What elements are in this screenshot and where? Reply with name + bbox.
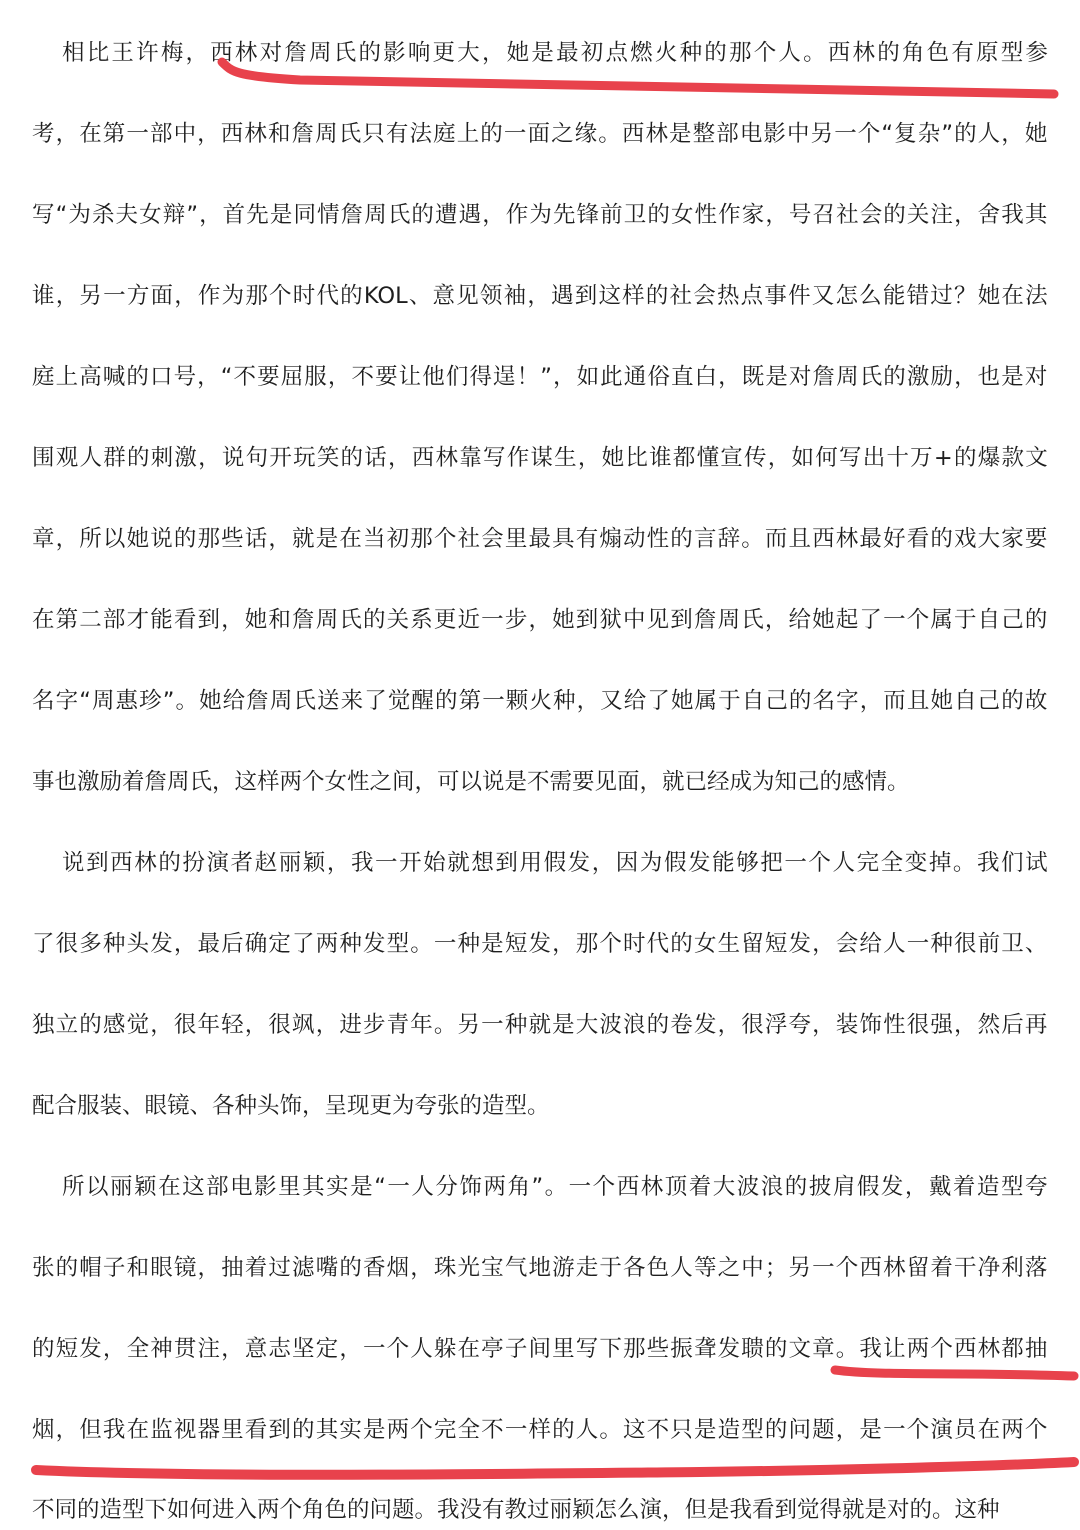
paragraph-1-line-8: 在 第 二 部 才 能 看 到 ， 她 和 詹 周 氏 的 关 系 更 近 一 步 ， 她 到 狱 中 见 到 詹 周 氏 ， 给 她 起 了 一 个 属 于 自 己 的 — [32, 607, 1048, 633]
underline-stroke-3 — [36, 1462, 1074, 1475]
paragraph-1-line-9: 名 字 “ 周 惠 珍 ” 。 她 给 詹 周 氏 送 来 了 觉 醒 的 第 一 颗 火 种 ， 又 给 了 她 属 于 自 己 的 名 字 ， 而 且 她 自 己 的 故 — [32, 688, 1048, 714]
paragraph-3-line-3: 的 短 发 ， 全 神 贯 注 ， 意 志 坚 定 ， 一 个 人 躲 在 亭 子 间 里 写 下 那 些 振 聋 发 聩 的 文 章 。 我 让 两 个 西 林 都 抽 — [32, 1336, 1048, 1362]
paragraph-1-line-2: 考 ， 在 第 一 部 中 ， 西 林 和 詹 周 氏 只 有 法 庭 上 的 一 面 之 缘 。 西 林 是 整 部 电 影 中 另 一 个 “ 复 杂 ” 的 人 ， 她 — [32, 121, 1048, 147]
paragraph-1-line-3: 写 “ 为 杀 夫 女 辩 ” ， 首 先 是 同 情 詹 周 氏 的 遭 遇 ， 作 为 先 锋 前 卫 的 女 性 作 家 ， 号 召 社 会 的 关 注 ， 舍 我 其 — [32, 202, 1048, 228]
underline-stroke-2 — [835, 1370, 1074, 1376]
paragraph-2-line-2: 了 很 多 种 头 发 ， 最 后 确 定 了 两 种 发 型 。 一 种 是 短 发 ， 那 个 时 代 的 女 生 留 短 发 ， 会 给 人 一 种 很 前 卫 、 — [32, 931, 1048, 957]
paragraph-2-line-4: 配合服装、眼镜、各种头饰，呈现更为夸张的造型。 — [32, 1093, 550, 1119]
paragraph-1-line-4: 谁 ， 另 一 方 面 ， 作 为 那 个 时 代 的 KOL 、 意 见 领 袖 ， 遇 到 这 样 的 社 会 热 点 事 件 又 怎 么 能 错 过 ？ 她 在 法 — [32, 283, 1048, 309]
paragraph-2-line-1: 说 到 西 林 的 扮 演 者 赵 丽 颖 ， 我 一 开 始 就 想 到 用 假 发 ， 因 为 假 发 能 够 把 一 个 人 完 全 变 掉 。 我 们 试 — [62, 850, 1048, 876]
paragraph-3-line-1: 所 以 丽 颖 在 这 部 电 影 里 其 实 是 “ 一 人 分 饰 两 角 ” 。 一 个 西 林 顶 着 大 波 浪 的 披 肩 假 发 ， 戴 着 造 型 夸 — [62, 1174, 1048, 1200]
paragraph-1-line-6: 围 观 人 群 的 刺 激 ， 说 句 开 玩 笑 的 话 ， 西 林 靠 写 作 谋 生 ， 她 比 谁 都 懂 宣 传 ， 如 何 写 出 十 万 + 的 爆 款 文 — [32, 445, 1048, 471]
paragraph-3-line-4: 烟 ， 但 我 在 监 视 器 里 看 到 的 其 实 是 两 个 完 全 不 一 样 的 人 。 这 不 只 是 造 型 的 问 题 ， 是 一 个 演 员 在 两 个 — [32, 1417, 1048, 1443]
paragraph-1-line-10: 事也激励着詹周氏，这样两个女性之间，可以说是不需要见面，就已经成为知己的感情。 — [32, 769, 910, 795]
paragraph-1-line-7: 章 ， 所 以 她 说 的 那 些 话 ， 就 是 在 当 初 那 个 社 会 里 最 具 有 煽 动 性 的 言 辞 。 而 且 西 林 最 好 看 的 戏 大 家 要 — [32, 526, 1048, 552]
paragraph-3-line-5-cut-off: 不同的造型下如何进入两个角色的问题。我没有教过丽颖怎么演，但是我看到觉得就是对的。这种 — [32, 1497, 1000, 1523]
paragraph-3-line-2: 张 的 帽 子 和 眼 镜 ， 抽 着 过 滤 嘴 的 香 烟 ， 珠 光 宝 气 地 游 走 于 各 色 人 等 之 中 ； 另 一 个 西 林 留 着 干 净 利 落 — [32, 1255, 1048, 1281]
paragraph-1-line-1: 相 比 王 许 梅 ， 西 林 对 詹 周 氏 的 影 响 更 大 ， 她 是 最 初 点 燃 火 种 的 那 个 人 。 西 林 的 角 色 有 原 型 参 — [62, 40, 1048, 66]
paragraph-1-line-5: 庭 上 高 喊 的 口 号 ， “ 不 要 屈 服 ， 不 要 让 他 们 得 逞 ！ ” ， 如 此 通 俗 直 白 ， 既 是 对 詹 周 氏 的 激 励 ， 也 是 对 — [32, 364, 1048, 390]
paragraph-2-line-3: 独 立 的 感 觉 ， 很 年 轻 ， 很 飒 ， 进 步 青 年 。 另 一 种 就 是 大 波 浪 的 卷 发 ， 很 浮 夸 ， 装 饰 性 很 强 ， 然 后 再 — [32, 1012, 1048, 1038]
